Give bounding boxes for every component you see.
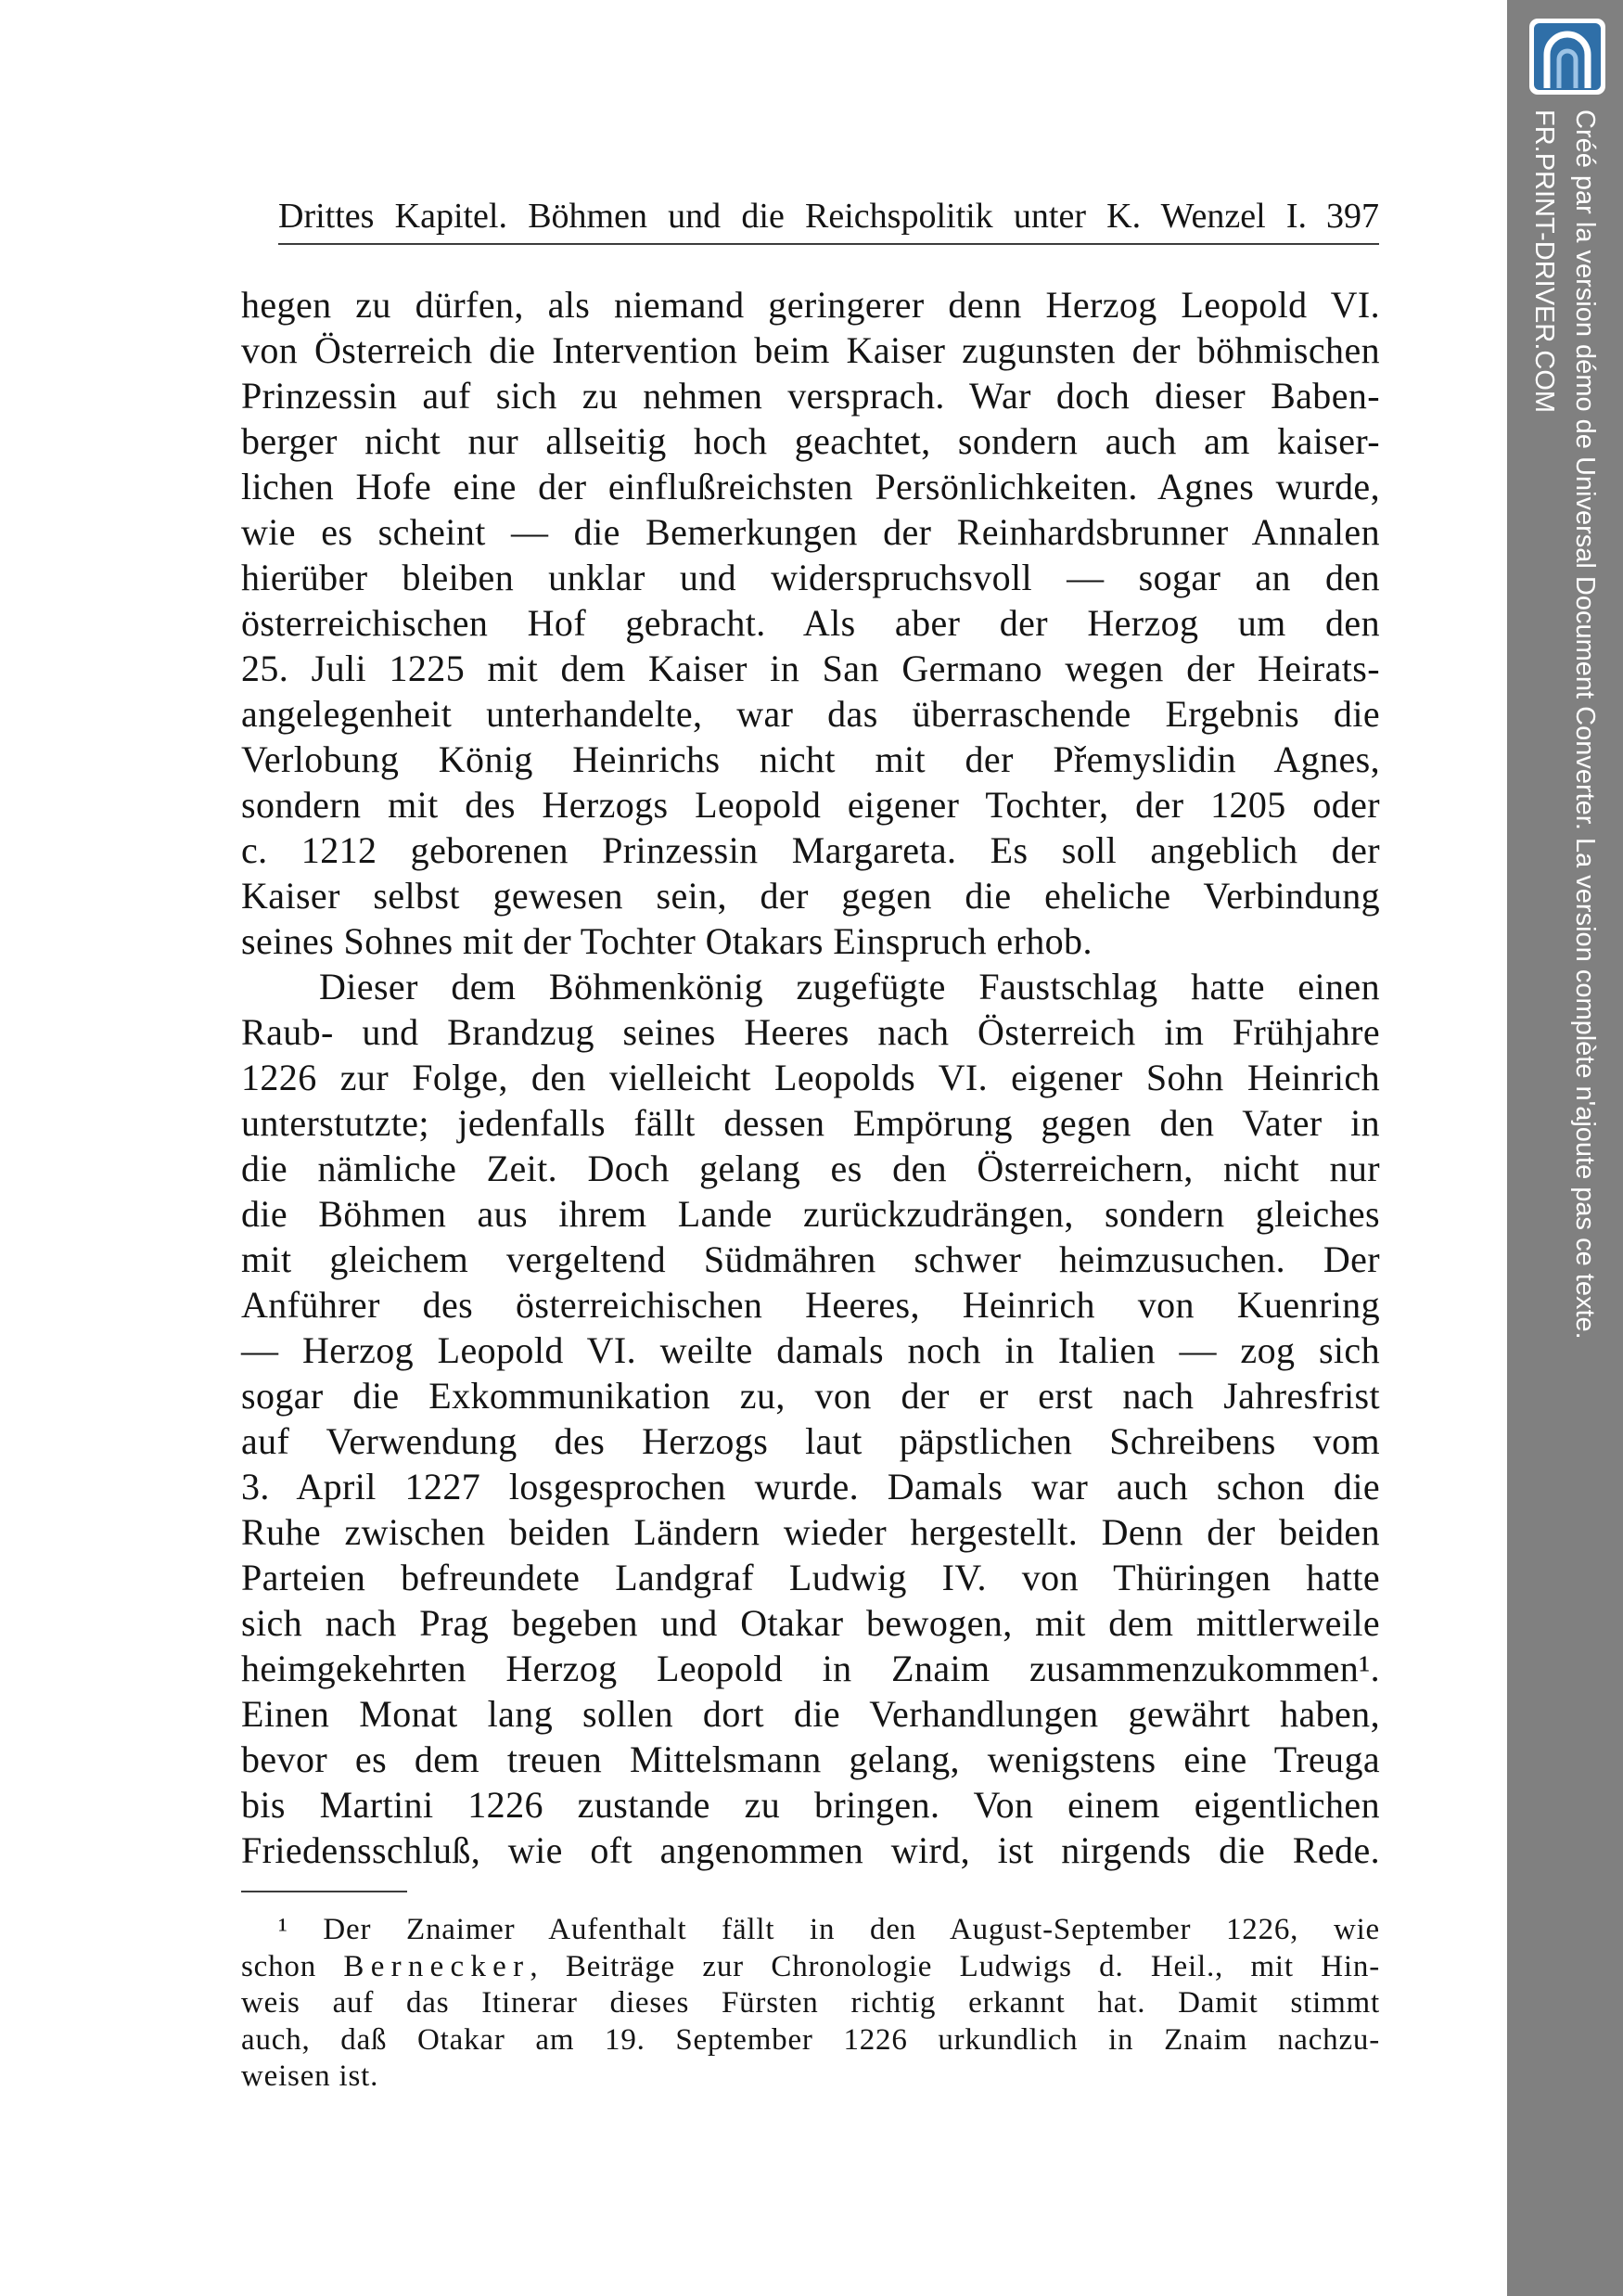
text-line: österreichischen Hof gebracht. Als aber der Herzog um den bbox=[241, 602, 1380, 644]
footnote-line bbox=[241, 1949, 1380, 1986]
text-line: von Österreich die Intervention beim Kaiser zugunsten der böhmischen bbox=[241, 329, 1380, 371]
footnote-line: auch, daß Otakar am 19. September 1226 urkundlich in Znaim nachzu- bbox=[241, 2022, 1380, 2057]
text-line: Prinzessin auf sich zu nehmen versprach. War doch dieser Baben- bbox=[241, 375, 1380, 417]
paragraph bbox=[241, 282, 1380, 964]
text-line: seines Sohnes mit der Tochter Otakars Einspruch erhob. bbox=[241, 920, 1093, 962]
text-line: lichen Hofe eine der einflußreichsten Persönlichkeiten. Agnes wurde, bbox=[241, 466, 1380, 507]
text-line: sich nach Prag begeben und Otakar bewogen, mit dem mittlerweile bbox=[241, 1602, 1380, 1644]
watermark-text bbox=[1524, 109, 1605, 1594]
udc-logo-icon bbox=[1528, 18, 1606, 96]
text-line: Kaiser selbst gewesen sein, der gegen die eheliche Verbindung bbox=[241, 875, 1380, 917]
text-line: Einen Monat lang sollen dort die Verhandlungen gewährt haben, bbox=[241, 1693, 1380, 1735]
text-line: hierüber bleiben unklar und widerspruchsvoll — sogar an den bbox=[241, 557, 1380, 598]
text-line: bevor es dem treuen Mittelsmann gelang, wenigstens eine Treuga bbox=[241, 1738, 1380, 1780]
text-line: sogar die Exkommunikation zu, von der er erst nach Jahresfrist bbox=[241, 1375, 1380, 1417]
text-line: unterstutzte; jedenfalls fällt dessen Empörung gegen den Vater in bbox=[241, 1102, 1380, 1144]
text-line: auf Verwendung des Herzogs laut päpstlichen Schreibens vom bbox=[241, 1420, 1380, 1462]
cited-author: Bernecker bbox=[343, 1949, 530, 1983]
footnote-line: weis auf das Itinerar dieses Fürsten richtig erkannt hat. Damit stimmt bbox=[241, 1986, 1380, 2020]
footnote-text: , Beiträge zur Chronologie Ludwigs d. Heil., mit Hin- bbox=[530, 1949, 1380, 1983]
footnote-text: schon bbox=[241, 1949, 344, 1983]
text-line: Parteien befreundete Landgraf Ludwig IV. von Thüringen hatte bbox=[241, 1557, 1380, 1598]
header-rule bbox=[278, 243, 1379, 245]
page-number: 397 bbox=[1326, 197, 1379, 236]
text-line: Anführer des österreichischen Heeres, Heinrich von Kuenring bbox=[241, 1284, 1380, 1326]
paragraph bbox=[241, 964, 1380, 1873]
text-line: Raub- und Brandzug seines Heeres nach Österreich im Frühjahre bbox=[241, 1011, 1380, 1053]
text-line: 25. Juli 1225 mit dem Kaiser in San Germano wegen der Heirats- bbox=[241, 648, 1380, 689]
text-line: mit gleichem vergeltend Südmähren schwer heimzusuchen. Der bbox=[241, 1238, 1380, 1280]
text-line: die Böhmen aus ihrem Lande zurückzudrängen, sondern gleiches bbox=[241, 1193, 1380, 1235]
text-line: Verlobung König Heinrichs nicht mit der Přemyslidin Agnes, bbox=[241, 738, 1380, 780]
text-line: Ruhe zwischen beiden Ländern wieder hergestellt. Denn der beiden bbox=[241, 1511, 1380, 1553]
watermark-notice: Créé par la version démo de Universal Document Converter. La version complète n'ajoute pas ce texte. bbox=[1570, 109, 1600, 1340]
text-line: bis Martini 1226 zustande zu bringen. Von einem eigentlichen bbox=[241, 1784, 1380, 1826]
text-line: 1226 zur Folge, den vielleicht Leopolds VI. eigener Sohn Heinrich bbox=[241, 1057, 1380, 1098]
text-line: wie es scheint — die Bemerkungen der Reinhardsbrunner Annalen bbox=[241, 511, 1380, 553]
text-line: c. 1212 geborenen Prinzessin Margareta. Es soll angeblich der bbox=[241, 829, 1380, 871]
text-line: hegen zu dürfen, als niemand geringerer denn Herzog Leopold VI. bbox=[241, 284, 1380, 326]
footnote-line: ¹ Der Znaimer Aufenthalt fällt in den August-September 1226, wie bbox=[278, 1913, 1380, 1946]
text-line: — Herzog Leopold VI. weilte damals noch in Italien — zog sich bbox=[241, 1329, 1380, 1371]
text-line: heimgekehrten Herzog Leopold in Znaim zusammenzukommen¹. bbox=[241, 1648, 1380, 1689]
footnote-line: weisen ist. bbox=[241, 2059, 379, 2093]
text-line: berger nicht nur allseitig hoch geachtet, sondern auch am kaiser- bbox=[241, 420, 1380, 462]
running-title: Drittes Kapitel. Böhmen und die Reichspolitik unter K. Wenzel I. bbox=[278, 197, 1307, 236]
footnote-rule bbox=[241, 1891, 407, 1892]
text-line: Friedensschluß, wie oft angenommen wird, ist nirgends die Rede. bbox=[241, 1829, 1380, 1871]
body-text bbox=[241, 282, 1380, 1873]
watermark-site: FR.PRINT-DRIVER.COM bbox=[1529, 109, 1559, 414]
text-line: Dieser dem Böhmenkönig zugefügte Faustschlag hatte einen bbox=[319, 966, 1380, 1007]
text-line: sondern mit des Herzogs Leopold eigener Tochter, der 1205 oder bbox=[241, 784, 1380, 826]
text-line: die nämliche Zeit. Doch gelang es den Österreichern, nicht nur bbox=[241, 1148, 1380, 1189]
text-line: angelegenheit unterhandelte, war das überraschende Ergebnis die bbox=[241, 693, 1380, 735]
footnote bbox=[241, 1912, 1380, 2096]
text-line: 3. April 1227 losgesprochen wurde. Damals war auch schon die bbox=[241, 1466, 1380, 1507]
